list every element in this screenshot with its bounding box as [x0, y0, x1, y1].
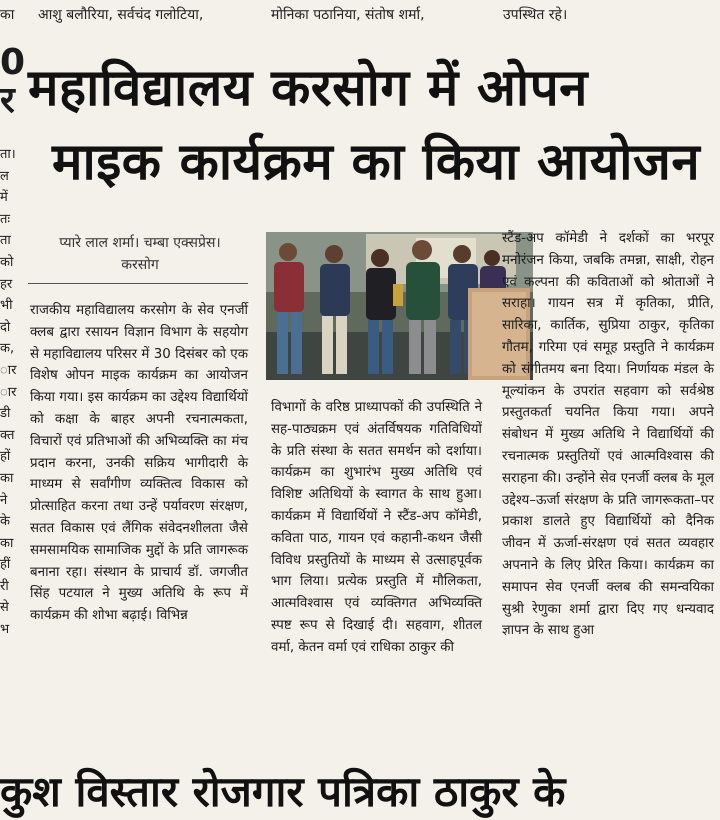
left-edge-line: को	[0, 254, 14, 270]
left-edge-line: का	[0, 535, 14, 551]
left-edge-line: दो	[0, 319, 11, 335]
left-edge-line: तः	[0, 211, 11, 227]
left-edge-column	[0, 42, 26, 734]
headline	[28, 52, 718, 200]
top-names-2: मोनिका पठानिया, संतोष शर्मा,	[271, 7, 425, 23]
left-edge-line: के	[0, 514, 10, 530]
headline-line-2: माइक कार्यक्रम का किया आयोजन	[52, 133, 701, 192]
left-edge-big-2: र	[0, 80, 15, 121]
left-edge-line: ल	[0, 168, 9, 184]
left-edge-line: क्त	[0, 427, 15, 443]
event-photo-image	[266, 232, 533, 380]
left-edge-line: में	[0, 190, 8, 206]
event-photo	[266, 232, 533, 380]
left-edge-line: ार	[0, 362, 17, 378]
article-column-3: स्टैंड-अप कॉमेडी ने दर्शकों का भरपूर मनोरंजन किया, जबकि तमन्ना, साक्षी, रोहन एवं कल्पना की कविताओं को श्रोताओं ने सराहा। गायन सत्र में कृतिका, प्रीति, सारिका, कार्तिक, सुप्रिया ठाकुर, कृतिका गौतम, गरिमा एवं समूह प्रस्तुति ने कार्यक्रम को संगीतमय बना दिया। निर्णायक मंडल के मूल्यांकन के उपरांत सहवाग को सर्वश्रेष्ठ प्रस्तुतकर्ता चयनित किया गया। अपने संबोधन में मुख्य अतिथि ने विद्यार्थियों की रचनात्मक प्रस्तुतियों एवं आत्मविश्वास की सराहना की। उन्होंने सेव एनर्जी क्लब के मूल उद्देश्य–ऊर्जा संरक्षण के प्रति जागरूकता–पर प्रकाश डालते हुए विद्यार्थियों को दैनिक जीवन में ऊर्जा-संरक्षण एवं सतत व्यवहार अपनाने के लिए प्रेरित किया। कार्यक्रम का समापन सेव एनर्जी क्लब की समन्वयिका सुश्री रेणुका शर्मा द्वारा दिए गए धन्यवाद ज्ञापन के साथ हुआ	[502, 231, 714, 639]
left-edge-line: री	[0, 578, 9, 594]
article-column-1: राजकीय महाविद्यालय करसोग के सेव एनर्जी क्लब द्वारा रसायन विज्ञान विभाग के सहयोग से महाविद्यालय परिसर में 30 दिसंबर को एक विशेष ओपन माइक कार्यक्रम का आयोजन किया गया। इस कार्यक्रम का उद्देश्य विद्यार्थियों को कक्षा के बाहर अपनी रचनात्मकता, विचारों एवं प्रतिभाओं की अभिव्यक्ति का मंच प्रदान करना, उनकी सक्रिय भागीदारी के माध्यम से सर्वांगीण व्यक्तित्व विकास को प्रोत्साहित करना तथा उन्हें पर्यावरण संरक्षण, सतत विकास एवं लैंगिक संवेदनशीलता जैसे समसामयिक सामाजिक मुद्दों के प्रति जागरूक बनाना रहा। संस्थान के प्राचार्य डॉ. जगजीत सिंह पटयाल ने मुख्य अतिथि के रूप में कार्यक्रम की शोभा बढ़ाई। विभिन्न	[30, 303, 248, 624]
left-edge-line: भी	[0, 298, 13, 314]
left-edge-line: हीं	[0, 557, 11, 573]
next-story-headline: कुश विस्तार रोजगार पत्रिका ठाकुर के	[0, 767, 566, 816]
left-edge-line: ने	[0, 492, 8, 508]
left-edge-lines	[0, 144, 20, 641]
top-left-fragment: का	[0, 7, 15, 23]
top-names-1: आशु बलौरिया, सर्वचंद गलोटिया,	[38, 7, 204, 23]
article-column-2: विभागों के वरिष्ठ प्राध्यापकों की उपस्थिति ने सह-पाठ्यक्रम एवं अंतर्विषयक गतिविधियों के प्रति संस्था के सतत समर्थन को दर्शाया। कार्यक्रम का शुभारंभ मुख्य अतिथि एवं विशिष्ट अतिथियों के स्वागत के साथ हुआ। कार्यक्रम में विद्यार्थियों ने स्टैंड-अप कॉमेडी, कविता पाठ, गायन एवं कहानी-कथन जैसी विविध प्रस्तुतियों के माध्यम से उत्साहपूर्वक भाग लिया। प्रत्येक प्रस्तुति में मौलिकता, आत्मविश्वास एवं व्यक्तिगत अभिव्यक्ति स्पष्ट रूप से दिखाई दी। सहवाग, शीतल वर्मा, केतन वर्मा एवं राधिका ठाकुर की	[271, 400, 482, 655]
top-strip	[0, 0, 720, 34]
left-edge-line: हर	[0, 276, 13, 292]
top-tail: उपस्थित रहे।	[503, 7, 568, 23]
headline-line-1: महाविद्यालय करसोग में ओपन	[28, 59, 588, 118]
byline-place: करसोग	[121, 257, 159, 273]
left-edge-line: भ	[0, 622, 10, 638]
left-edge-line: से	[0, 600, 9, 616]
byline-author: प्यारे लाल शर्मा। चम्बा एक्सप्रेस।	[59, 235, 221, 251]
left-edge-line: हों	[0, 449, 11, 465]
left-edge-line: ता	[0, 233, 11, 249]
left-edge-big-1: 0	[0, 42, 26, 83]
left-edge-line: डी	[0, 406, 11, 422]
byline	[30, 232, 250, 276]
left-edge-line: का	[0, 470, 14, 486]
left-edge-line: ता।	[0, 147, 16, 162]
left-edge-line: ार	[0, 384, 17, 400]
left-edge-line: क,	[0, 341, 15, 357]
byline-divider	[28, 283, 248, 284]
